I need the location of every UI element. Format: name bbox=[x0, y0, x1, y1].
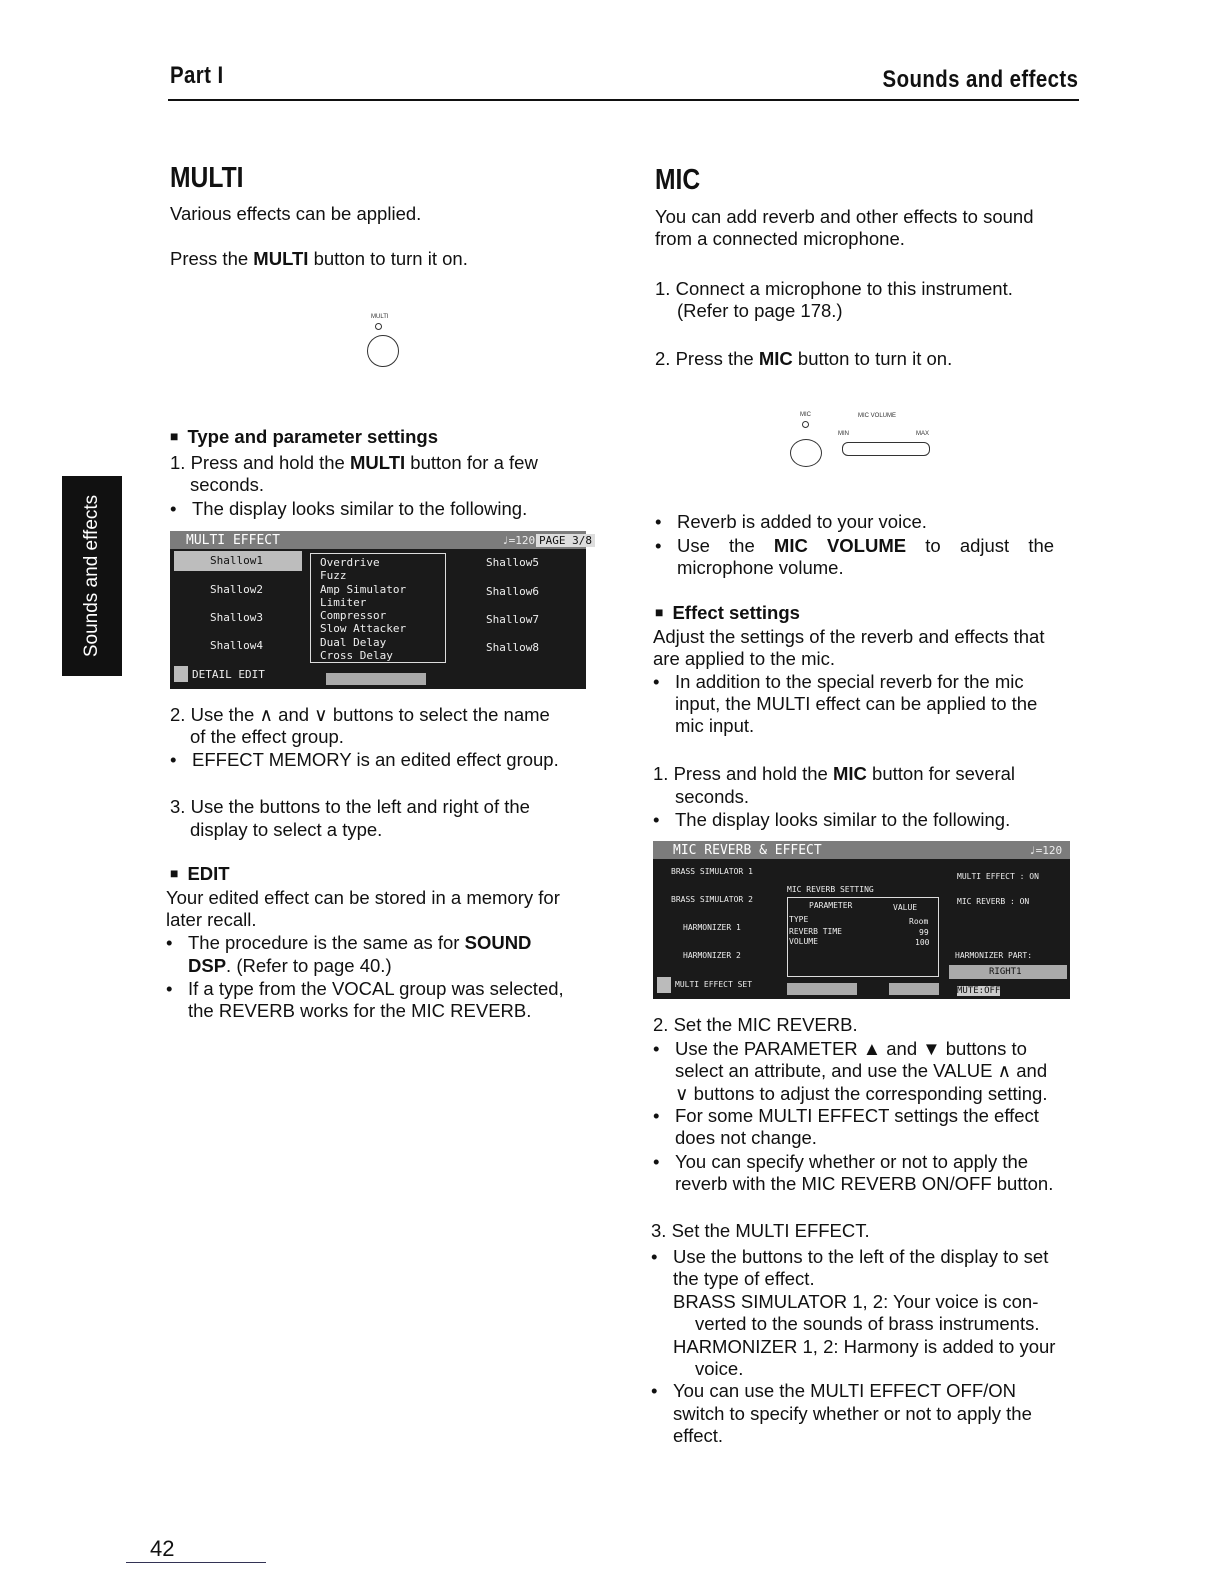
mic-brass-l2: verted to the sounds of brass instruments. bbox=[695, 1313, 1040, 1334]
mic-intro-2: from a connected microphone. bbox=[655, 228, 905, 249]
lcd-tempo: ♩=120 bbox=[502, 534, 536, 547]
lcd-left-item: Shallow3 bbox=[210, 611, 263, 624]
header-part: Part I bbox=[170, 62, 224, 89]
mic-step-1: 1. Connect a microphone to this instrument. bbox=[655, 278, 1013, 299]
mic-s2: 2. Set the MIC REVERB. bbox=[653, 1014, 858, 1035]
edit-bullet-1: • The procedure is the same as for SOUND bbox=[166, 932, 532, 953]
edit-text-1: Your edited effect can be stored in a memory for bbox=[166, 887, 560, 908]
effect-bullet-1-l3: mic input. bbox=[675, 715, 755, 736]
mic-s2-b3: • You can specify whether or not to apply the bbox=[653, 1151, 1029, 1172]
mic-volume-slider[interactable] bbox=[842, 442, 930, 456]
left-step-1: 1. Press and hold the MULTI button for a few bbox=[170, 452, 538, 473]
mic-s2-b3-l2: reverb with the MIC REVERB ON/OFF button. bbox=[675, 1173, 1054, 1194]
mic-bullet-volume-cont: microphone volume. bbox=[677, 557, 844, 578]
effect-text-2: are applied to the mic. bbox=[653, 648, 836, 669]
side-tab bbox=[62, 476, 122, 676]
effect-bullet-1: • In addition to the special reverb for the mic bbox=[653, 671, 1024, 692]
lcd-footer: DETAIL EDIT bbox=[192, 668, 265, 681]
mic-s3-b2-l2: switch to specify whether or not to apply the bbox=[673, 1403, 1032, 1424]
multi-title: MULTI bbox=[170, 162, 244, 194]
mic-lcd-value: 100 bbox=[915, 938, 930, 947]
mic-s2-b2-l2: does not change. bbox=[675, 1127, 817, 1148]
mic-lcd-harm-part: HARMONIZER PART: bbox=[955, 951, 1033, 960]
mic-lcd-footer: MULTI EFFECT SET bbox=[675, 980, 753, 989]
mic-lcd-mute: MUTE:OFF bbox=[957, 986, 1001, 996]
type-heading: ■ Type and parameter settings bbox=[170, 426, 438, 448]
mic-s3-b1: • Use the buttons to the left of the display to set bbox=[651, 1246, 1049, 1267]
left-step-3: 3. Use the buttons to the left and right of the bbox=[170, 796, 530, 817]
mic-s2-b2: • For some MULTI EFFECT settings the effect bbox=[653, 1105, 1039, 1126]
mic-lcd-col-value: VALUE bbox=[893, 903, 918, 912]
multi-button-caption: MULTI bbox=[371, 314, 389, 320]
mic-lcd-value: 99 bbox=[919, 928, 929, 937]
mic-s1-bullet: • The display looks similar to the following. bbox=[653, 809, 1011, 830]
lcd-center-item: Compressor bbox=[320, 609, 387, 622]
mic-harm-l2: voice. bbox=[695, 1358, 744, 1379]
left-bullet-display: • The display looks similar to the following. bbox=[170, 498, 528, 519]
mic-s3: 3. Set the MULTI EFFECT. bbox=[651, 1220, 870, 1241]
mic-lcd-param: TYPE bbox=[789, 915, 809, 924]
lcd-center-item: Limiter bbox=[320, 596, 367, 609]
mic-brass-l1: BRASS SIMULATOR 1, 2: Your voice is con- bbox=[673, 1291, 1039, 1312]
mic-button-caption: MIC bbox=[800, 412, 811, 418]
edit-bullet-1-cont: DSP. (Refer to page 40.) bbox=[188, 955, 392, 976]
mic-bullet-reverb: • Reverb is added to your voice. bbox=[655, 511, 927, 532]
left-step-2: 2. Use the ∧ and ∨ buttons to select the name bbox=[170, 704, 550, 725]
mic-harm-l1: HARMONIZER 1, 2: Harmony is added to your bbox=[673, 1336, 1056, 1357]
mic-volume-min: MIN bbox=[838, 431, 849, 437]
edit-bullet-2: • If a type from the VOCAL group was selected, bbox=[166, 978, 564, 999]
mic-volume-max: MAX bbox=[916, 431, 930, 437]
mic-lcd-value: Room bbox=[909, 917, 929, 926]
lcd-left-item: Shallow4 bbox=[210, 639, 263, 652]
mic-led-icon bbox=[802, 421, 809, 428]
lcd-right-item: Shallow8 bbox=[486, 641, 539, 654]
edit-heading: ■ EDIT bbox=[170, 863, 230, 885]
mic-s1: 1. Press and hold the MIC button for several bbox=[653, 763, 1016, 784]
lcd-left-item: Shallow2 bbox=[210, 583, 263, 596]
lcd-center-item: Fuzz bbox=[320, 569, 347, 582]
multi-press: Press the MULTI button to turn it on. bbox=[170, 248, 468, 269]
mic-step-2: 2. Press the MIC button to turn it on. bbox=[655, 348, 953, 369]
lcd-center-item: Amp Simulator bbox=[320, 583, 407, 596]
mic-lcd-param: REVERB TIME bbox=[789, 927, 842, 936]
mic-step-1-cont: (Refer to page 178.) bbox=[677, 300, 843, 321]
lcd-page: PAGE 3/8 bbox=[536, 534, 595, 547]
mic-lcd-left-item: HARMONIZER 2 bbox=[683, 951, 741, 960]
mic-bullet-volume: • Use the MIC VOLUME to adjust the bbox=[655, 535, 1055, 556]
left-bullet-memory: • EFFECT MEMORY is an edited effect group. bbox=[170, 749, 559, 770]
mic-s3-b2-l3: effect. bbox=[673, 1425, 724, 1446]
mic-reverb-display bbox=[653, 841, 1070, 999]
mic-lcd-left-item: HARMONIZER 1 bbox=[683, 923, 741, 932]
mic-s3-b2: • You can use the MULTI EFFECT OFF/ON bbox=[651, 1380, 1017, 1401]
lcd-right-item: Shallow7 bbox=[486, 613, 539, 626]
lcd-right-item: Shallow5 bbox=[486, 556, 539, 569]
mic-intro-1: You can add reverb and other effects to sound bbox=[655, 206, 1034, 227]
mic-button[interactable] bbox=[790, 439, 822, 467]
multi-effect-display bbox=[170, 531, 592, 689]
page-number-rule bbox=[126, 1562, 266, 1563]
mic-lcd-param: VOLUME bbox=[789, 937, 818, 946]
left-step-2-cont: of the effect group. bbox=[190, 726, 344, 747]
multi-intro: Various effects can be applied. bbox=[170, 203, 422, 224]
mic-lcd-left-item: BRASS SIMULATOR 2 bbox=[671, 895, 753, 904]
multi-led-icon bbox=[375, 323, 382, 330]
mic-s2-b1-l2: select an attribute, and use the VALUE ∧ and bbox=[675, 1060, 1048, 1081]
side-tab-label: Sounds and effects bbox=[81, 494, 102, 658]
edit-bullet-2-cont: the REVERB works for the MIC REVERB. bbox=[188, 1000, 532, 1021]
left-step-1-cont: seconds. bbox=[190, 474, 265, 495]
effect-text-1: Adjust the settings of the reverb and effects that bbox=[653, 626, 1045, 647]
lcd-center-item: Cross Delay bbox=[320, 649, 393, 662]
mic-lcd-setting-title: MIC REVERB SETTING bbox=[787, 885, 874, 894]
multi-button[interactable] bbox=[367, 335, 399, 367]
mic-s2-b1-l3: ∨ buttons to adjust the corresponding setting. bbox=[675, 1083, 1048, 1104]
mic-s1-cont: seconds. bbox=[675, 786, 750, 807]
mic-lcd-multi-onoff: MULTI EFFECT : ON bbox=[957, 872, 1039, 881]
effect-heading: ■ Effect settings bbox=[655, 602, 800, 624]
header-rule bbox=[168, 99, 1079, 101]
header-section: Sounds and effects bbox=[882, 66, 1078, 93]
mic-lcd-reverb-onoff: MIC REVERB : ON bbox=[957, 897, 1030, 906]
mic-lcd-title: MIC REVERB & EFFECT bbox=[673, 843, 822, 858]
mic-volume-caption: MIC VOLUME bbox=[858, 413, 897, 419]
lcd-center-item: Slow Attacker bbox=[320, 622, 407, 635]
mic-lcd-left-item: BRASS SIMULATOR 1 bbox=[671, 867, 753, 876]
mic-title: MIC bbox=[655, 164, 701, 196]
lcd-center-item: Dual Delay bbox=[320, 636, 387, 649]
lcd-title: MULTI EFFECT bbox=[186, 533, 280, 548]
lcd-left-item: Shallow1 bbox=[210, 554, 263, 567]
mic-s3-b1-l2: the type of effect. bbox=[673, 1268, 815, 1289]
page-number: 42 bbox=[150, 1536, 175, 1561]
left-step-3-cont: display to select a type. bbox=[190, 819, 383, 840]
mic-lcd-col-param: PARAMETER bbox=[809, 901, 853, 910]
mic-s2-b1: • Use the PARAMETER ▲ and ▼ buttons to bbox=[653, 1038, 1027, 1059]
lcd-center-item: Overdrive bbox=[320, 556, 380, 569]
mic-lcd-tempo: ♩=120 bbox=[1029, 844, 1063, 857]
lcd-right-item: Shallow6 bbox=[486, 585, 539, 598]
edit-text-2: later recall. bbox=[166, 909, 257, 930]
effect-bullet-1-l2: input, the MULTI effect can be applied to the bbox=[675, 693, 1038, 714]
mic-lcd-harm-right: RIGHT1 bbox=[989, 967, 1022, 977]
